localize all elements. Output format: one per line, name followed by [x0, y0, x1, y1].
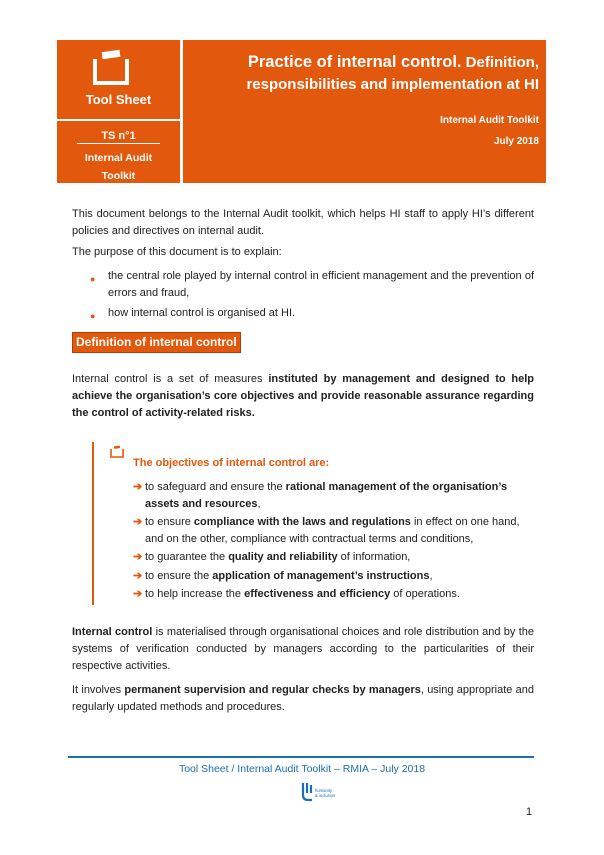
objective-emphasis: compliance with the laws and regulations [193, 516, 411, 528]
objective-text: to safeguard and ensure the [145, 481, 286, 493]
paragraph-emphasis: Internal control [72, 626, 153, 638]
list-item [72, 305, 534, 322]
supervision-paragraph [72, 682, 534, 716]
objective-item [145, 514, 534, 548]
paragraph-text: , using appropriate and regularly updated methods and procedures. [72, 684, 535, 713]
objective-text: , [429, 570, 433, 582]
internal-control-paragraph [72, 624, 534, 675]
objectives-heading: The objectives of internal control are: [133, 457, 330, 469]
paragraph-text: It involves [72, 684, 125, 696]
bullet-text: the central role played by internal control in efficient management and the prevention of errors and fraud, [108, 270, 534, 299]
footer-text: Tool Sheet / Internal Audit Toolkit – RMIA – July 2018 [178, 763, 426, 775]
definition-lead: Internal control is a set of measures [72, 373, 269, 385]
toolkit-label [57, 149, 180, 185]
arrow-right-icon: ➔ [133, 570, 143, 582]
objective-emphasis: rational management of the organisation’s assets and resources [145, 481, 508, 510]
objective-item [145, 586, 534, 603]
toolkit-name: Internal Audit Toolkit [440, 115, 539, 126]
objective-item [145, 479, 534, 513]
list-item [72, 268, 534, 302]
bullet-icon: ● [90, 311, 96, 321]
tool-sheet-badge [57, 40, 180, 183]
arrow-right-icon: ➔ [133, 481, 143, 493]
badge-divider [57, 119, 180, 121]
logo-text-line1: humanity [315, 788, 332, 793]
objective-emphasis: application of management’s instructions [212, 570, 430, 582]
objective-text: to guarantee the [145, 551, 229, 563]
paragraph-emphasis: permanent supervision and regular checks by managers [124, 684, 421, 696]
footer-divider [68, 756, 534, 758]
bullet-list [72, 268, 534, 322]
logo-text-line2: & inclusion [315, 793, 336, 798]
tool-sheet-label: Tool Sheet [85, 92, 152, 107]
page-number: 1 [526, 806, 533, 818]
arrow-right-icon: ➔ [133, 551, 143, 563]
bullet-icon: ● [90, 274, 96, 284]
objective-text: in effect on one hand, and on the other, compliance with contractual terms and conditions, [145, 516, 520, 545]
document-title [189, 51, 539, 96]
intro-paragraph: This document belongs to the Internal Audit toolkit, which helps HI staff to apply HI’s different policies and directives on internal audit. [72, 208, 534, 237]
document-date: July 2018 [493, 136, 539, 147]
paragraph-text: is materialised through organisational choices and role distribution and by the systems of verification conducted by managers according to the particularities of their respective activities. [72, 626, 534, 672]
objective-item [145, 549, 534, 566]
definition-paragraph [72, 371, 534, 422]
toolkit-label-line2: Toolkit [101, 170, 136, 182]
objective-text: of operations. [390, 588, 460, 600]
objective-emphasis: effectiveness and efficiency [244, 588, 391, 600]
tool-sheet-icon [90, 49, 132, 89]
document-header [180, 40, 546, 183]
section-heading: Definition of internal control [72, 332, 241, 353]
objective-text: to ensure [145, 516, 194, 528]
purpose-paragraph: The purpose of this document is to explain: [72, 246, 282, 258]
title-main: Practice of internal control. [247, 53, 462, 71]
objective-emphasis: quality and reliability [228, 551, 338, 563]
arrow-right-icon: ➔ [133, 516, 143, 528]
ts-number: TS n°1 [77, 130, 160, 144]
tool-sheet-icon [109, 445, 125, 459]
hi-logo-icon [299, 781, 336, 803]
objectives-box-border [92, 442, 94, 605]
header-meta [440, 110, 539, 152]
objective-text: to help increase the [145, 588, 245, 600]
bullet-text: how internal control is organised at HI. [108, 307, 296, 319]
objective-text: to ensure the [145, 570, 213, 582]
toolkit-label-line1: Internal Audit [84, 152, 153, 164]
title-sub: Definition, responsibilities and implementation at HI [246, 54, 539, 93]
arrow-right-icon: ➔ [133, 588, 143, 600]
objective-text: , [257, 498, 261, 510]
objective-text: of information, [337, 551, 411, 563]
definition-emphasis: instituted by management and designed to help achieve the organisation’s core objectives and provide reasonable assurance regarding the control of activity-related risks. [72, 373, 534, 419]
objective-item [145, 568, 534, 585]
